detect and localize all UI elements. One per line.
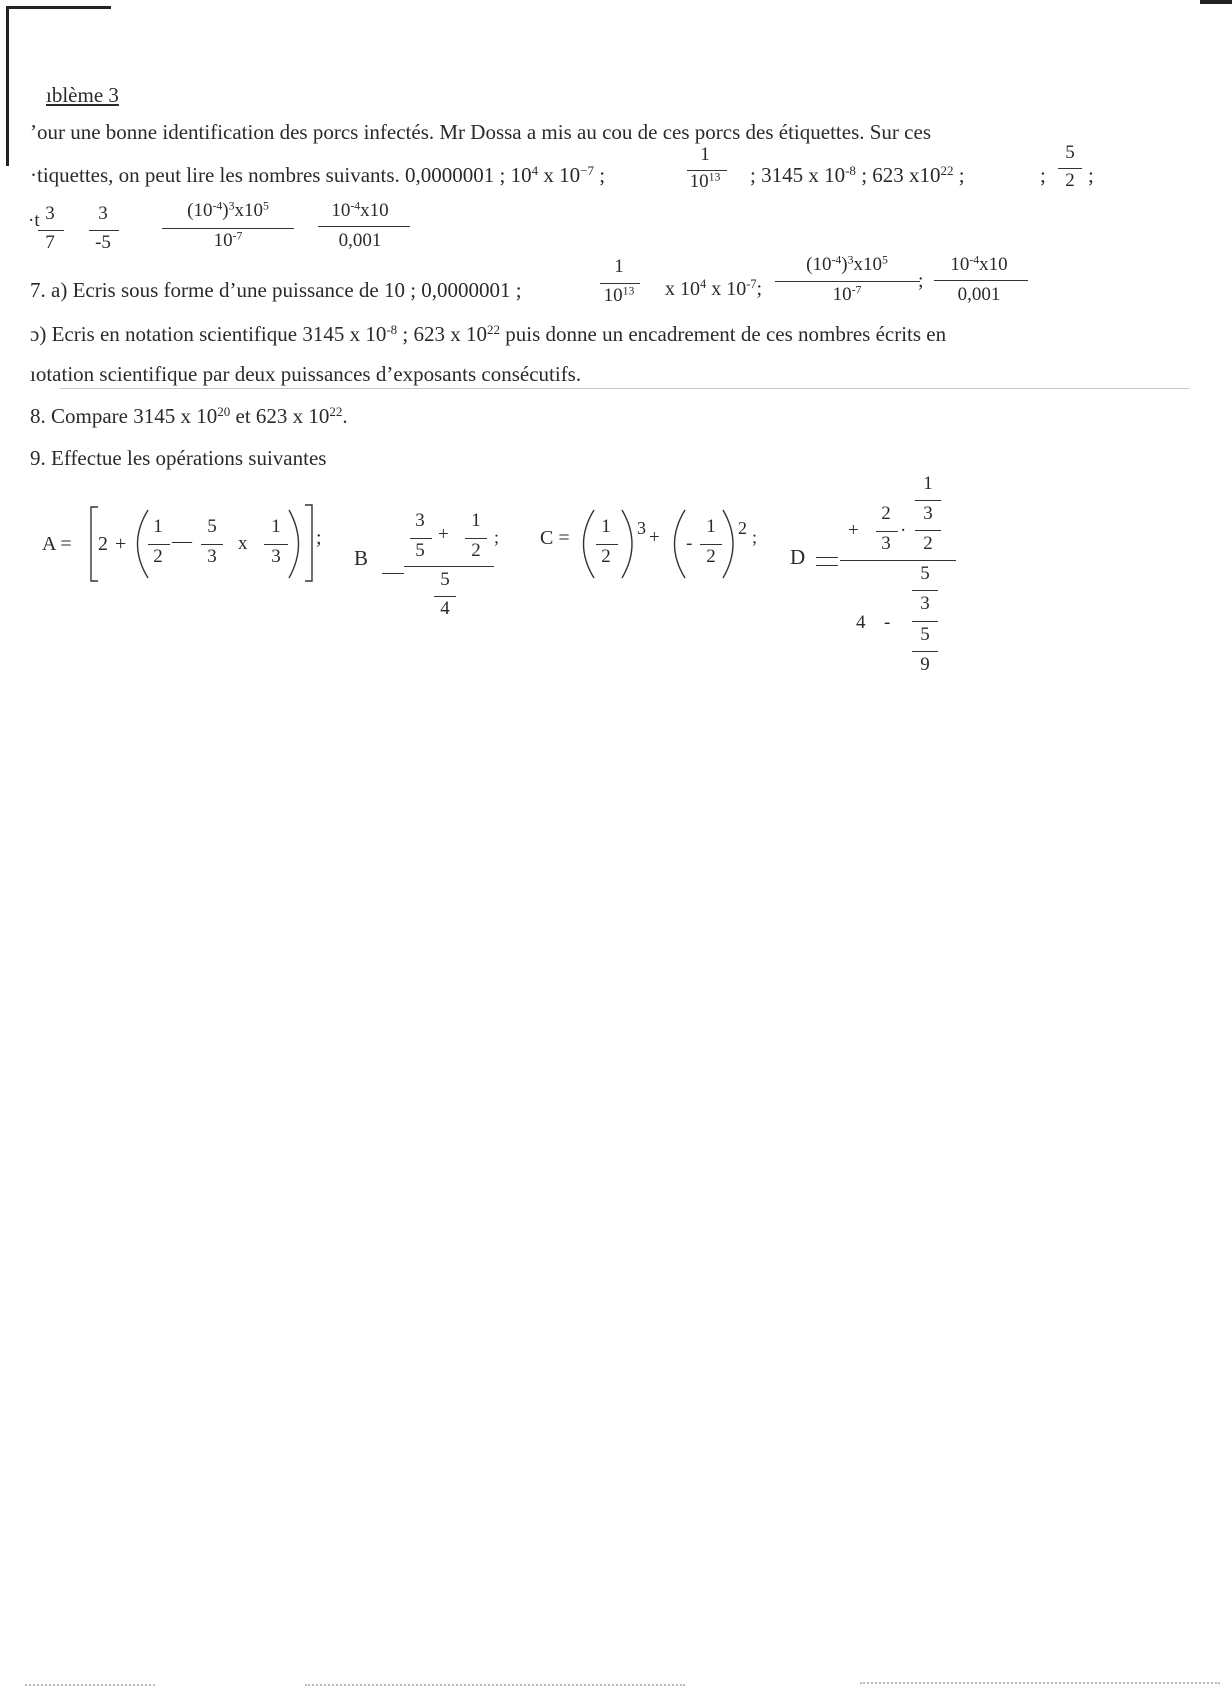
expr-b-den-bar xyxy=(434,596,456,597)
q7a-semi: ; xyxy=(918,270,924,292)
exponent: 22 xyxy=(940,162,954,178)
f3-part: 10 xyxy=(950,254,970,275)
exponent: 13 xyxy=(622,284,635,298)
expr-a-plus: + xyxy=(115,533,127,555)
q7a-f3-den: 0,001 xyxy=(957,284,1001,305)
intro-line-2-end: ; xyxy=(1088,163,1094,187)
exponent: 13 xyxy=(708,170,721,184)
exponent: 4 xyxy=(700,277,707,292)
intro-f1-bar xyxy=(38,230,64,231)
exponent: -4 xyxy=(350,199,361,213)
expr-c-f1-bar xyxy=(596,544,618,545)
exponent: 22 xyxy=(329,403,343,419)
exponent: -4 xyxy=(969,253,980,267)
expr-c-lhs: C = xyxy=(540,527,570,549)
f4-part: 10 xyxy=(331,200,351,221)
exponent: -7 xyxy=(851,283,862,297)
q7a-f3-bar xyxy=(934,280,1028,281)
q8-end: . xyxy=(342,404,348,428)
intro-f2-bar xyxy=(89,230,119,231)
expr-c-f2-den: 2 xyxy=(706,546,716,567)
scan-corner-top xyxy=(6,6,111,9)
expr-c-exp2: 2 xyxy=(738,518,747,538)
expr-b-den-den: 4 xyxy=(440,598,450,619)
intro-frac-den-base: 10 xyxy=(689,171,709,192)
expr-a-f3-bar xyxy=(264,544,288,545)
expr-d-e-bar-2 xyxy=(912,651,938,652)
expr-b-equals-line xyxy=(382,573,404,574)
expr-d-b-mid: 3 xyxy=(923,503,933,524)
expr-a-f1-den: 2 xyxy=(153,546,163,567)
f2-part: x10 xyxy=(853,254,882,275)
expr-d-e-bar-1 xyxy=(912,621,938,622)
q7b-mid: ; 623 x 10 xyxy=(397,322,488,346)
f3-part: x10 xyxy=(979,254,1008,275)
expr-b-n2-den: 2 xyxy=(471,540,481,561)
expr-c-f2-bar xyxy=(700,544,722,545)
expr-a-end: ; xyxy=(316,527,322,549)
expr-a-f2-num: 5 xyxy=(207,516,217,537)
expr-a-f1-bar xyxy=(148,544,170,545)
intro-last-bar xyxy=(1058,168,1082,169)
page-divider-line xyxy=(60,388,1190,389)
expr-c-neg: - xyxy=(686,533,693,554)
expr-d-lhs: D xyxy=(790,545,806,569)
expr-b-n1-bar xyxy=(410,538,432,539)
scan-noise-bottom-1 xyxy=(25,1684,155,1686)
intro-line-3-lead: ·t xyxy=(28,210,40,231)
exponent: -8 xyxy=(386,321,398,337)
q7b-suffix: puis donne un encadrement de ces nombres écrits en xyxy=(500,322,947,346)
expr-c-end: ; xyxy=(752,527,758,547)
intro-line-2-sep: ; xyxy=(593,163,606,187)
expr-d-b-bar-2 xyxy=(915,530,941,531)
expr-d-c-num: 5 xyxy=(920,563,930,584)
scan-noise-bottom-3 xyxy=(860,1682,1220,1684)
exponent: 5 xyxy=(262,199,269,213)
intro-f4-num xyxy=(331,200,388,222)
exponent: -4 xyxy=(212,199,223,213)
intro-f4-bar xyxy=(318,226,410,227)
expr-a-two: 2 xyxy=(98,533,108,555)
expr-c-right-paren-2 xyxy=(0,0,1,1)
q7a-f1-den-base: 10 xyxy=(603,285,623,306)
expr-a-f2-bar xyxy=(201,544,223,545)
intro-line-2-after3: ; xyxy=(953,163,965,187)
exponent: −7 xyxy=(580,162,594,178)
intro-line-1: ’our une bonne identification des porcs infectés. Mr Dossa a mis au cou de ces porcs des étiquettes. Sur ces xyxy=(30,120,931,144)
exponent: 20 xyxy=(217,403,231,419)
expr-c-exp1: 3 xyxy=(637,518,646,538)
q7b-prefix: ɔ) Ecris en notation scientifique 3145 x 10 xyxy=(30,322,387,346)
q7a-f2-num xyxy=(806,254,888,276)
intro-f3-den xyxy=(214,230,243,252)
q7a-f3-num xyxy=(950,254,1007,276)
q7a-mid-a: x 10 xyxy=(665,278,700,300)
intro-f3-num xyxy=(187,200,269,222)
expr-d-a-num: 2 xyxy=(881,503,891,524)
expr-a-f2-den: 3 xyxy=(207,546,217,567)
expr-d-equals-top xyxy=(816,557,838,558)
q8-prefix: 8. Compare 3145 x 10 xyxy=(30,404,218,428)
expr-d-minus: - xyxy=(884,612,891,633)
expr-b-plus: + xyxy=(438,524,449,545)
expr-b-n2-num: 1 xyxy=(471,510,481,531)
expr-a-f1-num: 1 xyxy=(153,516,163,537)
f3-part: (10 xyxy=(187,200,213,221)
f3-part: x10 xyxy=(234,200,263,221)
intro-frac-den xyxy=(690,171,721,193)
problem-heading: ıblème 3 xyxy=(46,83,119,107)
intro-f2-den: -5 xyxy=(95,232,111,253)
expr-b-n1-num: 3 xyxy=(415,510,425,531)
expr-d-e-mid: 5 xyxy=(920,624,930,645)
exponent: 5 xyxy=(881,253,888,267)
exponent: 4 xyxy=(531,162,539,178)
intro-f4-den: 0,001 xyxy=(338,230,382,251)
expr-d-main-bar xyxy=(840,560,956,561)
expr-b-den-num: 5 xyxy=(440,569,450,590)
intro-f3-bar xyxy=(162,228,294,229)
expr-c-f2-num: 1 xyxy=(706,516,716,537)
expr-b-end: ; xyxy=(494,527,500,547)
scan-corner-right xyxy=(1200,0,1232,4)
intro-f2-num: 3 xyxy=(98,203,108,224)
q7a-label: 7. a) Ecris sous forme d’une puissance de 10 ; 0,0000001 ; xyxy=(30,278,522,302)
q7a-f1-den xyxy=(604,285,635,307)
expr-a-minus: — xyxy=(172,530,192,552)
f3-part: ) xyxy=(222,200,229,221)
intro-line-2-prefix: ·tiquettes, on peut lire les nombres suivants. 0,0000001 ; 10 xyxy=(30,163,532,187)
exponent: 3 xyxy=(228,199,235,213)
expr-c-plus: + xyxy=(649,527,660,548)
exponent: -7 xyxy=(232,229,243,243)
expr-d-equals-bottom xyxy=(816,565,838,566)
q7a-f2-den-base: 10 xyxy=(832,284,852,305)
expr-c-f1-den: 2 xyxy=(601,546,611,567)
expr-d-c-bar xyxy=(912,590,938,591)
expr-a-times: x xyxy=(238,533,248,554)
q7a-f2-bar xyxy=(775,281,920,282)
scan-corner-left xyxy=(6,6,9,166)
q7a-mid-end: ; xyxy=(756,278,763,300)
intro-line-2-after2: ; 623 x10 xyxy=(855,163,941,187)
f4-part: x10 xyxy=(360,200,389,221)
intro-f1-num: 3 xyxy=(45,203,55,224)
expr-c-f1-num: 1 xyxy=(601,516,611,537)
expr-d-e-top: 3 xyxy=(920,593,930,614)
expr-d-b-bot: 2 xyxy=(923,533,933,554)
intro-line-2-after-frac: ; 3145 x 10 xyxy=(750,163,846,187)
intro-last-num: 5 xyxy=(1065,142,1075,163)
expr-d-four: 4 xyxy=(856,612,866,633)
q7a-middle xyxy=(665,278,762,301)
expr-b-lhs: B xyxy=(354,546,369,570)
exponent: -7 xyxy=(746,277,757,292)
q7a-mid-b: x 10 xyxy=(706,278,747,300)
expr-a-f3-num: 1 xyxy=(271,516,281,537)
exponent: 22 xyxy=(487,321,501,337)
f2-part: (10 xyxy=(806,254,832,275)
exponent: 3 xyxy=(847,253,854,267)
f3-den-base: 10 xyxy=(213,230,233,251)
expr-d-a-bar xyxy=(876,531,898,532)
expr-b-n1-den: 5 xyxy=(415,540,425,561)
expr-a-f3-den: 3 xyxy=(271,546,281,567)
q8-mid: et 623 x 10 xyxy=(230,404,330,428)
expr-d-a-den: 3 xyxy=(881,533,891,554)
expr-b-n2-bar xyxy=(465,538,487,539)
expr-d-b-bar-1 xyxy=(915,500,941,501)
q8-text xyxy=(30,404,348,429)
intro-frac-num: 1 xyxy=(700,144,710,165)
q7b-line-2: ıotation scientifique par deux puissances d’exposants consécutifs. xyxy=(30,362,582,386)
q9-label: 9. Effectue les opérations suivantes xyxy=(30,446,327,470)
expr-d-b-top: 1 xyxy=(923,473,933,494)
scan-noise-bottom-2 xyxy=(305,1684,685,1686)
exponent: -4 xyxy=(831,253,842,267)
intro-line-2-semi: ; xyxy=(1040,163,1046,187)
intro-f1-den: 7 xyxy=(45,232,55,253)
exponent: -8 xyxy=(845,162,856,178)
q7a-f1-num: 1 xyxy=(614,256,624,277)
q7a-f2-den xyxy=(833,284,862,306)
expr-d-e-bot: 9 xyxy=(920,654,930,675)
f2-part: ) xyxy=(841,254,848,275)
q7b-line-1 xyxy=(30,322,946,347)
intro-line-2 xyxy=(30,163,605,188)
intro-line-2-times: x 10 xyxy=(538,163,581,187)
expr-a-lhs: A = xyxy=(42,533,72,555)
intro-line-2-tail xyxy=(750,163,965,188)
expr-b-main-bar xyxy=(404,566,494,567)
intro-last-den: 2 xyxy=(1065,170,1075,191)
expr-d-plus-sign: + xyxy=(848,520,859,541)
expr-d-dot: · xyxy=(900,520,907,541)
